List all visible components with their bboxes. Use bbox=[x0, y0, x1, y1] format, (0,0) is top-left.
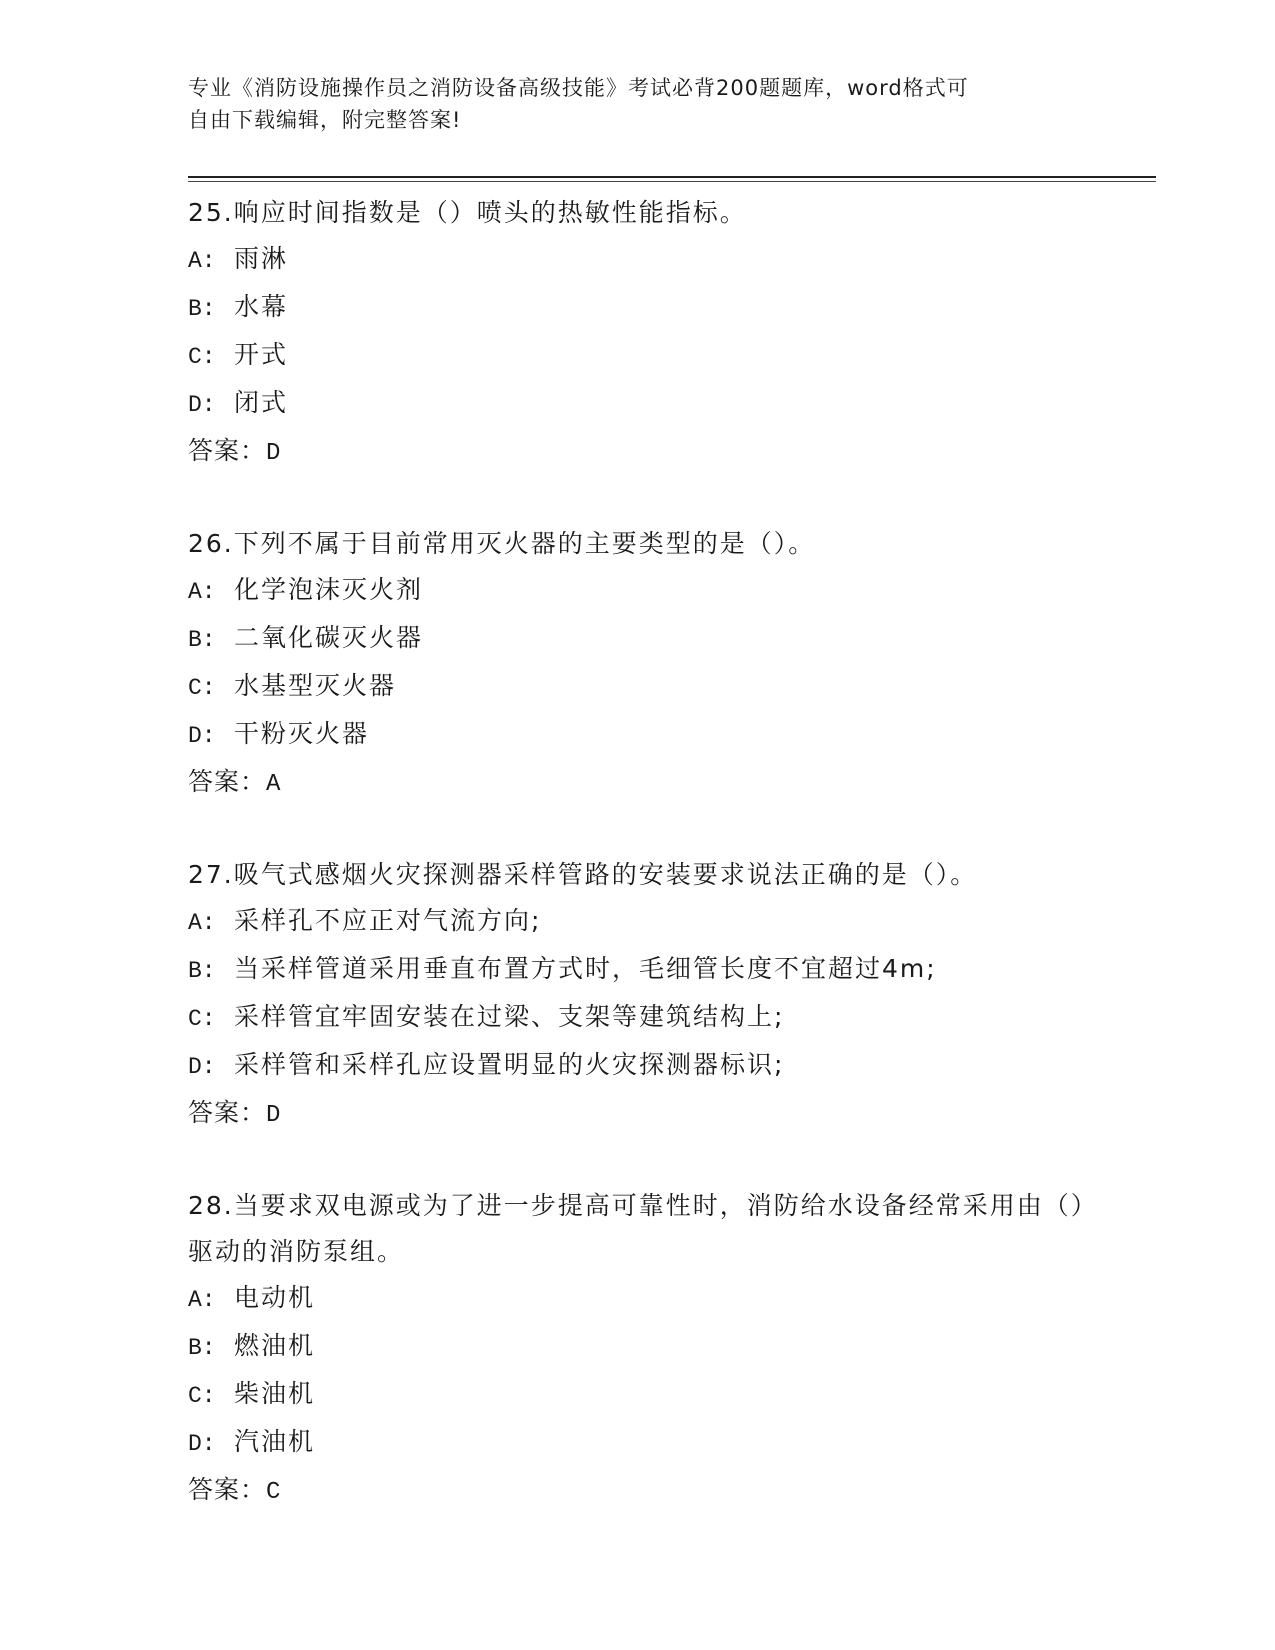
question-27 bbox=[188, 852, 1108, 1139]
option-d bbox=[188, 380, 1108, 428]
answer-label: 答案： bbox=[188, 767, 267, 796]
question-stem: 28.当要求双电源或为了进一步提高可靠性时，消防给水设备经常采用由（）驱动的消防泵组。 bbox=[188, 1191, 1098, 1266]
option-text: 二氧化碳灭火器 bbox=[234, 623, 424, 652]
option-a bbox=[188, 1275, 1108, 1323]
header-divider-thin bbox=[188, 181, 1156, 182]
option-c bbox=[188, 332, 1108, 380]
option-text: 闭式 bbox=[234, 388, 289, 417]
answer-line bbox=[188, 428, 1108, 477]
question-26 bbox=[188, 521, 1108, 808]
option-text: 柴油机 bbox=[234, 1379, 316, 1408]
option-letter: D: bbox=[188, 1431, 216, 1457]
header-line-2: 自由下载编辑，附完整答案! bbox=[188, 108, 462, 132]
option-text: 水幕 bbox=[234, 292, 289, 321]
document-header bbox=[188, 72, 1088, 136]
option-letter: B: bbox=[188, 958, 216, 984]
header-divider-thick bbox=[188, 176, 1156, 178]
option-d bbox=[188, 711, 1108, 759]
answer-line bbox=[188, 1467, 1108, 1516]
option-text: 采样管宜牢固安装在过梁、支架等建筑结构上; bbox=[234, 1002, 785, 1031]
question-25 bbox=[188, 190, 1108, 477]
option-b bbox=[188, 946, 1108, 994]
option-letter: A: bbox=[188, 579, 216, 605]
option-c bbox=[188, 1371, 1108, 1419]
question-stem: 26.下列不属于目前常用灭火器的主要类型的是（）。 bbox=[188, 529, 816, 558]
question-stem: 25.响应时间指数是（）喷头的热敏性能指标。 bbox=[188, 198, 747, 227]
option-c bbox=[188, 663, 1108, 711]
option-letter: C: bbox=[188, 1383, 216, 1409]
answer-line bbox=[188, 1090, 1108, 1139]
option-text: 采样管和采样孔应设置明显的火灾探测器标识; bbox=[234, 1050, 785, 1079]
option-text: 化学泡沫灭火剂 bbox=[234, 575, 424, 604]
option-text: 干粉灭火器 bbox=[234, 719, 370, 748]
answer-line bbox=[188, 759, 1108, 808]
question-stem: 27.吸气式感烟火灾探测器采样管路的安装要求说法正确的是（）。 bbox=[188, 860, 978, 889]
answer-value: D bbox=[266, 1102, 282, 1129]
option-letter: D: bbox=[188, 1054, 216, 1080]
answer-label: 答案： bbox=[188, 1098, 267, 1127]
option-b bbox=[188, 284, 1108, 332]
option-text: 采样孔不应正对气流方向; bbox=[234, 906, 542, 935]
option-letter: D: bbox=[188, 392, 216, 418]
option-letter: A: bbox=[188, 910, 216, 936]
option-a bbox=[188, 236, 1108, 284]
option-text: 当采样管道采用垂直布置方式时，毛细管长度不宜超过4m; bbox=[234, 954, 937, 983]
answer-value: C bbox=[266, 1479, 282, 1506]
option-letter: B: bbox=[188, 1335, 216, 1361]
answer-label: 答案： bbox=[188, 1475, 267, 1504]
option-text: 电动机 bbox=[234, 1283, 316, 1312]
option-b bbox=[188, 615, 1108, 663]
option-text: 水基型灭火器 bbox=[234, 671, 397, 700]
option-d bbox=[188, 1042, 1108, 1090]
option-letter: A: bbox=[188, 248, 216, 274]
option-a bbox=[188, 898, 1108, 946]
answer-value: D bbox=[266, 440, 282, 467]
option-letter: C: bbox=[188, 675, 216, 701]
option-letter: A: bbox=[188, 1287, 216, 1313]
option-text: 雨淋 bbox=[234, 244, 289, 273]
question-list bbox=[188, 190, 1108, 1560]
option-letter: C: bbox=[188, 344, 216, 370]
option-text: 开式 bbox=[234, 340, 289, 369]
header-line-1: 专业《消防设施操作员之消防设备高级技能》考试必背200题题库，word格式可 bbox=[188, 76, 969, 100]
option-text: 燃油机 bbox=[234, 1331, 316, 1360]
option-text: 汽油机 bbox=[234, 1427, 316, 1456]
option-letter: C: bbox=[188, 1006, 216, 1032]
option-letter: B: bbox=[188, 296, 216, 322]
option-letter: D: bbox=[188, 723, 216, 749]
question-28 bbox=[188, 1183, 1108, 1516]
answer-value: A bbox=[266, 771, 282, 798]
option-b bbox=[188, 1323, 1108, 1371]
option-letter: B: bbox=[188, 627, 216, 653]
option-c bbox=[188, 994, 1108, 1042]
option-a bbox=[188, 567, 1108, 615]
answer-label: 答案： bbox=[188, 436, 267, 465]
option-d bbox=[188, 1419, 1108, 1467]
